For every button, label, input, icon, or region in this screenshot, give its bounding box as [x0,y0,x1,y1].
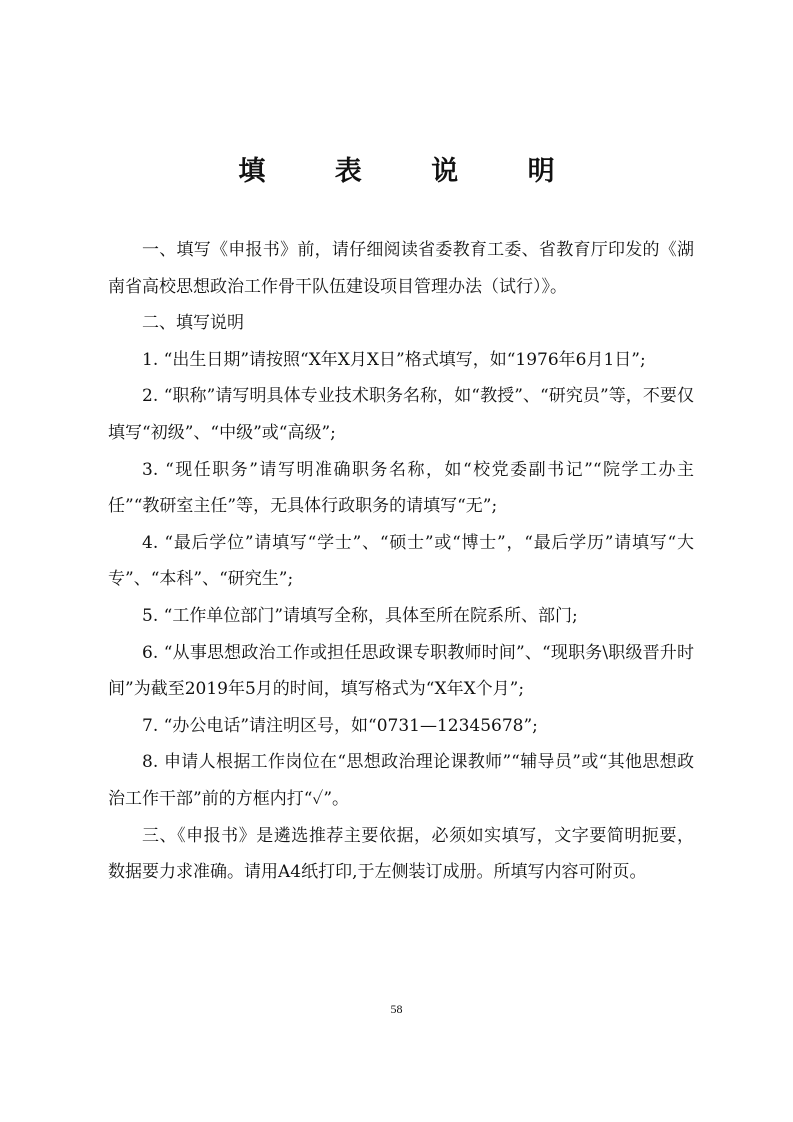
instructions-body [108,232,694,891]
paragraph-item-3: 3. “现任职务”请写明准确职务名称，如“校党委副书记”“院学工办主任”“教研室主任”等，无具体行政职务的请填写“无”; [108,459,694,517]
paragraph-item-2: 2. “职称”请写明具体专业技术职务名称，如“教授”、“研究员”等，不要仅填写“初级”、“中级”或“高级”; [108,386,694,443]
paragraph-closing: 三、《申报书》是遴选推荐主要依据，必须如实填写，文字要简明扼要，数据要力求准确。请用A4纸打印,于左侧装订成册。所填写内容可附页。 [108,825,694,883]
paragraph-item-7: 7. “办公电话”请注明区号，如“0731—12345678”; [142,715,538,736]
paragraph-item-6: 6. “从事思想政治工作或担任思政课专职教师时间”、“现职务\职级晋升时间”为截至2019年5月的时间，填写格式为“X年X个月”; [108,642,694,700]
paragraph-item-1: 1. “出生日期”请按照“X年X月X日”格式填写，如“1976年6月1日”; [142,349,646,370]
page-number: 58 [390,1002,403,1016]
paragraph-item-5: 5. “工作单位部门”请填写全称，具体至所在院系所、部门; [142,605,578,626]
paragraph-item-8: 8. 申请人根据工作岗位在“思想政治理论课教师”“辅导员”或“其他思想政治工作干部”前的方框内打“✓”。 [108,752,694,809]
paragraph-intro: 一、填写《申报书》前，请仔细阅读省委教育工委、省教育厅印发的《湖南省高校思想政治工作骨干队伍建设项目管理办法（试行）》。 [108,240,694,297]
page-title: 填 表 说 明 [238,156,585,187]
paragraph-section-heading: 二、填写说明 [142,313,244,334]
paragraph-item-4: 4. “最后学位”请填写“学士”、“硕士”或“博士”，“最后学历”请填写“大专”、“本科”、“研究生”; [108,532,694,590]
